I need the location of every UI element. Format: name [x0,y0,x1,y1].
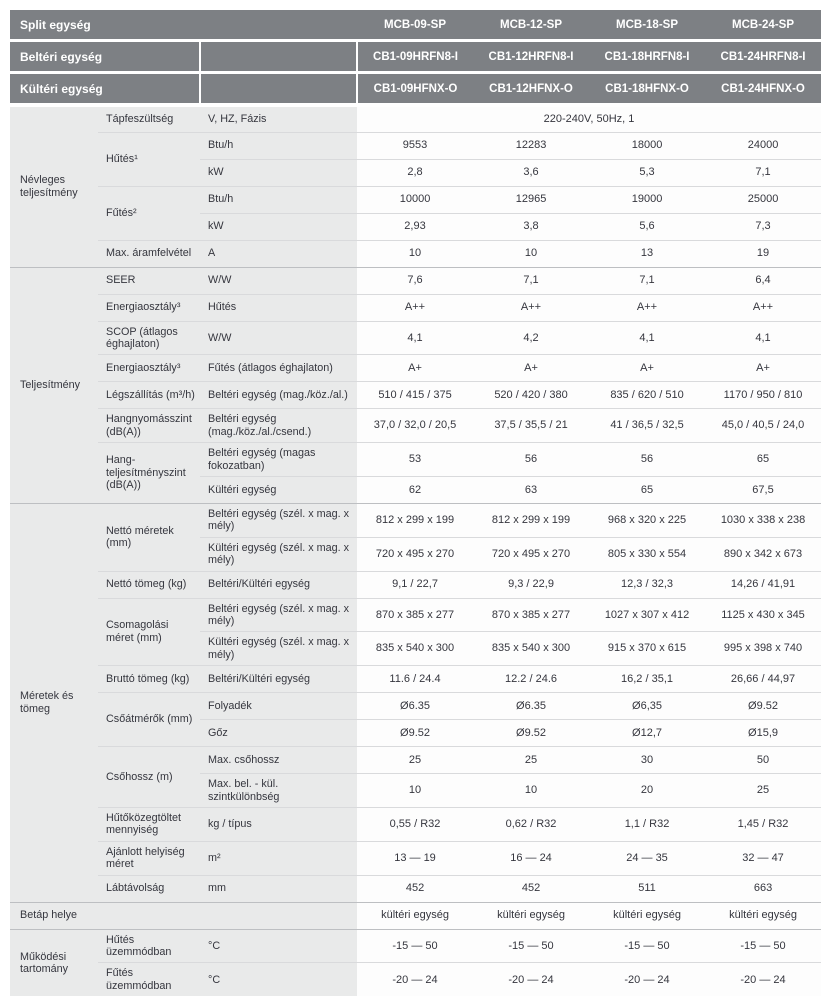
value-cell: Ø9.52 [705,693,821,720]
section-label: Betáp helye [10,902,357,929]
spec-row [10,841,821,875]
spec-row [10,571,821,598]
value-cell: 1030 x 338 x 238 [705,503,821,537]
spec-row [10,875,821,902]
header-row [10,10,821,41]
value-cell: 7,3 [705,213,821,240]
value-cell: 890 x 342 x 673 [705,537,821,571]
section-label: Teljesítmény [10,267,98,503]
model-name-cell: CB1-09HRFN8-I [357,41,473,73]
sub-attribute-label: Kültéri egység [200,476,357,503]
value-cell: 18000 [589,132,705,159]
spec-row [10,186,821,213]
value-cell: 835 / 620 / 510 [589,382,705,409]
value-cell: 16,2 / 35,1 [589,666,705,693]
attribute-label: Lábtávolság [98,875,200,902]
spec-row [10,443,821,477]
value-cell: 10 [357,774,473,808]
value-cell: -15 — 50 [589,929,705,963]
value-cell: kültéri egység [473,902,589,929]
value-cell: kültéri egység [705,902,821,929]
value-cell: A+ [589,355,705,382]
value-cell: 720 x 495 x 270 [473,537,589,571]
sub-attribute-label: Max. bel. - kül. szintkülönbség [200,774,357,808]
value-cell: 12.2 / 24.6 [473,666,589,693]
sub-attribute-label: Gőz [200,720,357,747]
attribute-label: Fűtés üzemmódban [98,963,200,996]
header-spacer [200,41,357,73]
attribute-label: Nettó tömeg (kg) [98,571,200,598]
spec-row [10,503,821,537]
value-cell: 12,3 / 32,3 [589,571,705,598]
spec-row [10,666,821,693]
value-cell: A++ [357,294,473,321]
value-cell: 5,3 [589,159,705,186]
value-cell: 24000 [705,132,821,159]
value-cell: 1,45 / R32 [705,808,821,842]
model-name-cell: MCB-18-SP [589,10,705,41]
sub-attribute-label: Beltéri egység (szél. x mag. x mély) [200,598,357,632]
value-cell: -15 — 50 [357,929,473,963]
attribute-label: Csomagolási méret (mm) [98,598,200,666]
value-cell: 870 x 385 x 277 [357,598,473,632]
attribute-label: Energiaosztály³ [98,355,200,382]
value-cell: 7,1 [589,267,705,294]
attribute-label: Hangnyomásszint (dB(A)) [98,409,200,443]
spec-row [10,598,821,632]
value-cell: 41 / 36,5 / 32,5 [589,409,705,443]
attribute-label: Légszállítás (m³/h) [98,382,200,409]
value-cell: 2,93 [357,213,473,240]
value-cell: 25 [705,774,821,808]
value-cell: 11.6 / 24.4 [357,666,473,693]
model-name-cell: CB1-24HFNX-O [705,73,821,106]
model-name-cell: CB1-12HFNX-O [473,73,589,106]
value-cell: 14,26 / 41,91 [705,571,821,598]
value-cell: -20 — 24 [473,963,589,996]
value-cell: 16 — 24 [473,841,589,875]
value-cell: 720 x 495 x 270 [357,537,473,571]
spec-row [10,355,821,382]
value-cell: 511 [589,875,705,902]
value-cell: 45,0 / 40,5 / 24,0 [705,409,821,443]
sub-attribute-label: Btu/h [200,186,357,213]
value-cell: 62 [357,476,473,503]
value-cell: 1125 x 430 x 345 [705,598,821,632]
model-name-cell: MCB-09-SP [357,10,473,41]
attribute-label: Tápfeszültség [98,105,200,132]
sub-attribute-label: W/W [200,267,357,294]
value-cell: 63 [473,476,589,503]
value-cell: 25 [473,747,589,774]
spec-row [10,409,821,443]
value-cell: Ø12,7 [589,720,705,747]
value-cell: 65 [705,443,821,477]
value-cell: kültéri egység [357,902,473,929]
value-cell: 7,1 [705,159,821,186]
value-cell: 4,1 [705,321,821,355]
value-cell: Ø15,9 [705,720,821,747]
attribute-label: Fűtés² [98,186,200,240]
value-cell: 19000 [589,186,705,213]
sub-attribute-label: Beltéri egység (mag./köz./al./csend.) [200,409,357,443]
value-cell: 4,2 [473,321,589,355]
value-cell: 0,55 / R32 [357,808,473,842]
sub-attribute-label: kW [200,159,357,186]
value-cell: -20 — 24 [589,963,705,996]
attribute-label: Max. áramfelvétel [98,240,200,267]
attribute-label: SEER [98,267,200,294]
model-name-cell: CB1-09HFNX-O [357,73,473,106]
value-cell: Ø9.52 [357,720,473,747]
value-cell: 12283 [473,132,589,159]
value-cell: 812 x 299 x 199 [473,503,589,537]
value-cell: 9,1 / 22,7 [357,571,473,598]
spec-row [10,693,821,720]
model-name-cell: MCB-24-SP [705,10,821,41]
value-cell: 10 [473,240,589,267]
header-row-label: Beltéri egység [10,41,200,73]
value-cell: 56 [473,443,589,477]
value-cell: 1,1 / R32 [589,808,705,842]
value-cell: A++ [705,294,821,321]
value-cell: 995 x 398 x 740 [705,632,821,666]
section-label: Működési tartomány [10,929,98,996]
value-cell: A+ [473,355,589,382]
sub-attribute-label: mm [200,875,357,902]
attribute-label: Bruttó tömeg (kg) [98,666,200,693]
attribute-label: Nettó méretek (mm) [98,503,200,571]
sub-attribute-label: °C [200,963,357,996]
value-cell: 510 / 415 / 375 [357,382,473,409]
sub-attribute-label: W/W [200,321,357,355]
section-label: Méretek és tömeg [10,503,98,902]
value-cell: 9553 [357,132,473,159]
value-cell: 65 [589,476,705,503]
value-cell: 53 [357,443,473,477]
value-cell: 50 [705,747,821,774]
attribute-label: Hűtés üzemmódban [98,929,200,963]
sub-attribute-label: Kültéri egység (szél. x mag. x mély) [200,632,357,666]
sub-attribute-label: m² [200,841,357,875]
value-cell: 4,1 [357,321,473,355]
sub-attribute-label: A [200,240,357,267]
header-row-label: Split egység [10,10,357,41]
value-cell: 835 x 540 x 300 [473,632,589,666]
attribute-label: Hűtőközegtöltet mennyiség [98,808,200,842]
value-cell: 220-240V, 50Hz, 1 [357,105,821,132]
value-cell: 24 — 35 [589,841,705,875]
sub-attribute-label: Beltéri egység (magas fokozatban) [200,443,357,477]
header-row [10,73,821,106]
value-cell: 10 [357,240,473,267]
model-name-cell: CB1-12HRFN8-I [473,41,589,73]
value-cell: 7,1 [473,267,589,294]
value-cell: -15 — 50 [473,929,589,963]
attribute-label: Ajánlott helyiség méret [98,841,200,875]
attribute-label: SCOP (átlagos éghajlaton) [98,321,200,355]
value-cell: -20 — 24 [357,963,473,996]
sub-attribute-label: Beltéri egység (mag./köz./al.) [200,382,357,409]
value-cell: Ø9.52 [473,720,589,747]
spec-table [10,10,821,996]
value-cell: 0,62 / R32 [473,808,589,842]
value-cell: Ø6.35 [473,693,589,720]
sub-attribute-label: °C [200,929,357,963]
value-cell: 26,66 / 44,97 [705,666,821,693]
sub-attribute-label: Max. csőhossz [200,747,357,774]
spec-row [10,294,821,321]
value-cell: 25 [357,747,473,774]
value-cell: 3,6 [473,159,589,186]
value-cell: 663 [705,875,821,902]
value-cell: 452 [473,875,589,902]
table-header [10,10,821,105]
value-cell: A+ [705,355,821,382]
value-cell: kültéri egység [589,902,705,929]
value-cell: A++ [589,294,705,321]
value-cell: 30 [589,747,705,774]
sub-attribute-label: kW [200,213,357,240]
sub-attribute-label: kg / típus [200,808,357,842]
spec-row [10,808,821,842]
model-name-cell: CB1-24HRFN8-I [705,41,821,73]
value-cell: 37,5 / 35,5 / 21 [473,409,589,443]
header-row [10,41,821,73]
value-cell: 19 [705,240,821,267]
attribute-label: Hang-teljesítményszint (dB(A)) [98,443,200,504]
spec-row [10,963,821,996]
spec-row [10,267,821,294]
value-cell: Ø6.35 [357,693,473,720]
model-name-cell: CB1-18HFNX-O [589,73,705,106]
value-cell: 37,0 / 32,0 / 20,5 [357,409,473,443]
spec-row [10,105,821,132]
sub-attribute-label: Beltéri/Kültéri egység [200,571,357,598]
attribute-label: Energiaosztály³ [98,294,200,321]
value-cell: A++ [473,294,589,321]
value-cell: 1027 x 307 x 412 [589,598,705,632]
attribute-label: Csőátmérők (mm) [98,693,200,747]
section-label: Névleges teljesítmény [10,105,98,267]
value-cell: A+ [357,355,473,382]
value-cell: 805 x 330 x 554 [589,537,705,571]
spec-row [10,382,821,409]
spec-row [10,240,821,267]
header-spacer [200,73,357,106]
value-cell: 13 [589,240,705,267]
table-body [10,105,821,996]
value-cell: 56 [589,443,705,477]
sub-attribute-label: Hűtés [200,294,357,321]
sub-attribute-label: Btu/h [200,132,357,159]
value-cell: 9,3 / 22,9 [473,571,589,598]
sub-attribute-label: Beltéri egység (szél. x mag. x mély) [200,503,357,537]
value-cell: 3,8 [473,213,589,240]
value-cell: 32 — 47 [705,841,821,875]
attribute-label: Csőhossz (m) [98,747,200,808]
header-row-label: Kültéri egység [10,73,200,106]
value-cell: 10 [473,774,589,808]
value-cell: 4,1 [589,321,705,355]
sub-attribute-label: Beltéri/Kültéri egység [200,666,357,693]
value-cell: 6,4 [705,267,821,294]
spec-row [10,321,821,355]
value-cell: 10000 [357,186,473,213]
value-cell: 835 x 540 x 300 [357,632,473,666]
attribute-label: Hűtés¹ [98,132,200,186]
value-cell: -15 — 50 [705,929,821,963]
value-cell: 20 [589,774,705,808]
value-cell: 67,5 [705,476,821,503]
spec-row [10,929,821,963]
value-cell: -20 — 24 [705,963,821,996]
value-cell: Ø6,35 [589,693,705,720]
value-cell: 7,6 [357,267,473,294]
spec-row [10,132,821,159]
value-cell: 812 x 299 x 199 [357,503,473,537]
model-name-cell: CB1-18HRFN8-I [589,41,705,73]
value-cell: 1170 / 950 / 810 [705,382,821,409]
value-cell: 520 / 420 / 380 [473,382,589,409]
value-cell: 2,8 [357,159,473,186]
sub-attribute-label: V, HZ, Fázis [200,105,357,132]
value-cell: 452 [357,875,473,902]
spec-row [10,902,821,929]
value-cell: 870 x 385 x 277 [473,598,589,632]
value-cell: 13 — 19 [357,841,473,875]
sub-attribute-label: Folyadék [200,693,357,720]
model-name-cell: MCB-12-SP [473,10,589,41]
value-cell: 5,6 [589,213,705,240]
value-cell: 915 x 370 x 615 [589,632,705,666]
sub-attribute-label: Kültéri egység (szél. x mag. x mély) [200,537,357,571]
value-cell: 968 x 320 x 225 [589,503,705,537]
spec-row [10,747,821,774]
sub-attribute-label: Fűtés (átlagos éghajlaton) [200,355,357,382]
value-cell: 12965 [473,186,589,213]
value-cell: 25000 [705,186,821,213]
